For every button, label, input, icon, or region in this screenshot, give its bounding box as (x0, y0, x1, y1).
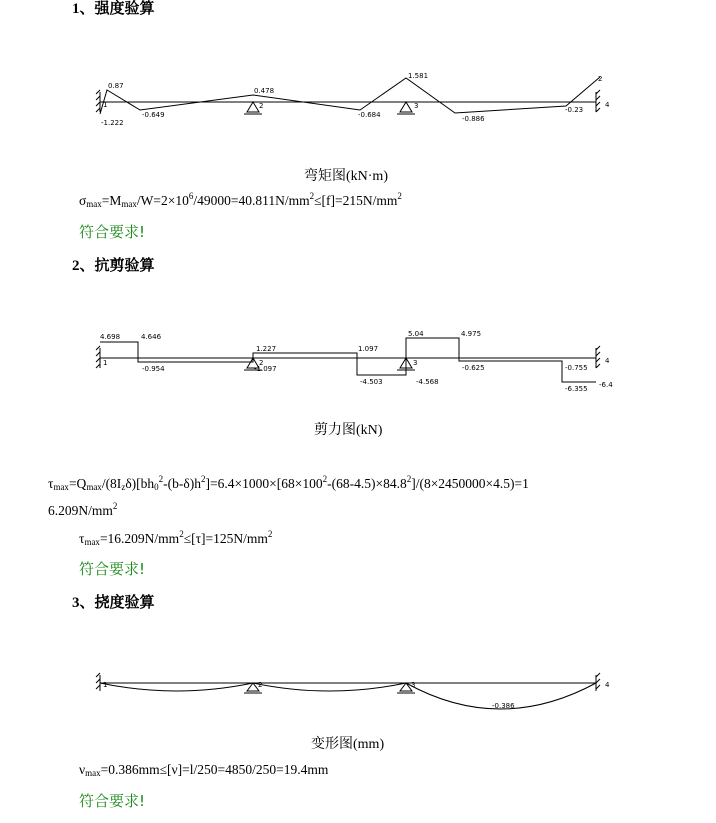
moment-label: 0.87 (108, 82, 124, 90)
formula-deflection: $\nu_{max}=0.386mm\le[\nu]=l/250=4850/250=19.4mm$ (79, 762, 329, 778)
shear-label: 1.227 (256, 345, 277, 353)
section-title-strength: 1、强度验算 (72, 1, 155, 17)
shear-diagram (0, 325, 716, 395)
shear-label: -6.355 (565, 385, 588, 393)
formula-bending-stress: $\sigma_{max}=M_{max}/W=2\times 10^6/49000=40.811N/mm^2\le[f]=215N/mm^2$ (79, 191, 402, 209)
node-label: 2 (259, 359, 264, 367)
shear-label: -1.097 (254, 365, 277, 373)
node-label: 1 (103, 681, 108, 689)
node-label: 3 (413, 359, 418, 367)
section-title-shear: 2、抗剪验算 (72, 258, 155, 274)
moment-label: -0.886 (462, 115, 485, 123)
status-ok-strength: 符合要求! (79, 223, 146, 241)
shear-label: -0.755 (565, 364, 588, 372)
node-label: 4 (605, 357, 610, 365)
moment-label: -0.684 (358, 111, 381, 119)
section-title-deflection: 3、挠度验算 (72, 595, 155, 611)
moment-caption: 弯矩图(kN·m) (304, 169, 388, 184)
moment-label: -0.649 (142, 111, 165, 119)
formula-shear-stress-cont: $6.209N/mm^2$ (48, 501, 118, 518)
node-label: 1 (103, 359, 108, 367)
node-label: 3 (411, 681, 416, 689)
moment-label: -0.23 (565, 106, 584, 114)
shear-label: 5.04 (408, 330, 424, 338)
node-label: 4 (605, 681, 610, 689)
deflection-label: -0.386 (492, 702, 515, 710)
shear-label: 1.097 (358, 345, 379, 353)
status-ok-deflection: 符合要求! (79, 792, 146, 810)
pin-support-3 (397, 102, 415, 114)
node-label: 2 (598, 75, 603, 83)
status-ok-shear: 符合要求! (79, 560, 146, 578)
shear-label: 4.646 (141, 333, 162, 341)
formula-shear-check: $\tau_{max}=16.209N/mm^2\le[\tau]=125N/mm^2$ (79, 529, 273, 547)
shear-caption: 剪力图(kN) (314, 423, 383, 438)
shear-label: -0.954 (142, 365, 165, 373)
deflection-curve (100, 683, 596, 709)
shear-label: 4.975 (461, 330, 482, 338)
node-label: 2 (258, 681, 263, 689)
shear-label: -4.503 (360, 378, 383, 386)
shear-label: -4.568 (416, 378, 439, 386)
shear-label: -6.4 (599, 381, 613, 389)
moment-label: -1.222 (101, 119, 124, 127)
node-label: 3 (414, 102, 419, 110)
shear-label: 4.698 (100, 333, 121, 341)
formula-shear-stress: $\tau_{max}=Q_{max}/(8I_z\delta)[bh_0^2-(b-\delta)h^2]=6.4\times 1000\times[68\times 100^2-(68-4.5)\times 84.8^2]/(8\times 2450000\times 4.5)=1$ (48, 474, 529, 492)
deflection-caption: 变形图(mm) (311, 737, 385, 752)
shear-curve (100, 338, 596, 382)
deflection-diagram (0, 665, 716, 715)
node-label: 4 (605, 101, 610, 109)
node-label: 2 (259, 102, 264, 110)
moment-label: 0.478 (254, 87, 275, 95)
moment-diagram (0, 70, 716, 140)
node-label: 1 (103, 101, 108, 109)
shear-label: -0.625 (462, 364, 485, 372)
moment-label: 1.581 (408, 72, 429, 80)
